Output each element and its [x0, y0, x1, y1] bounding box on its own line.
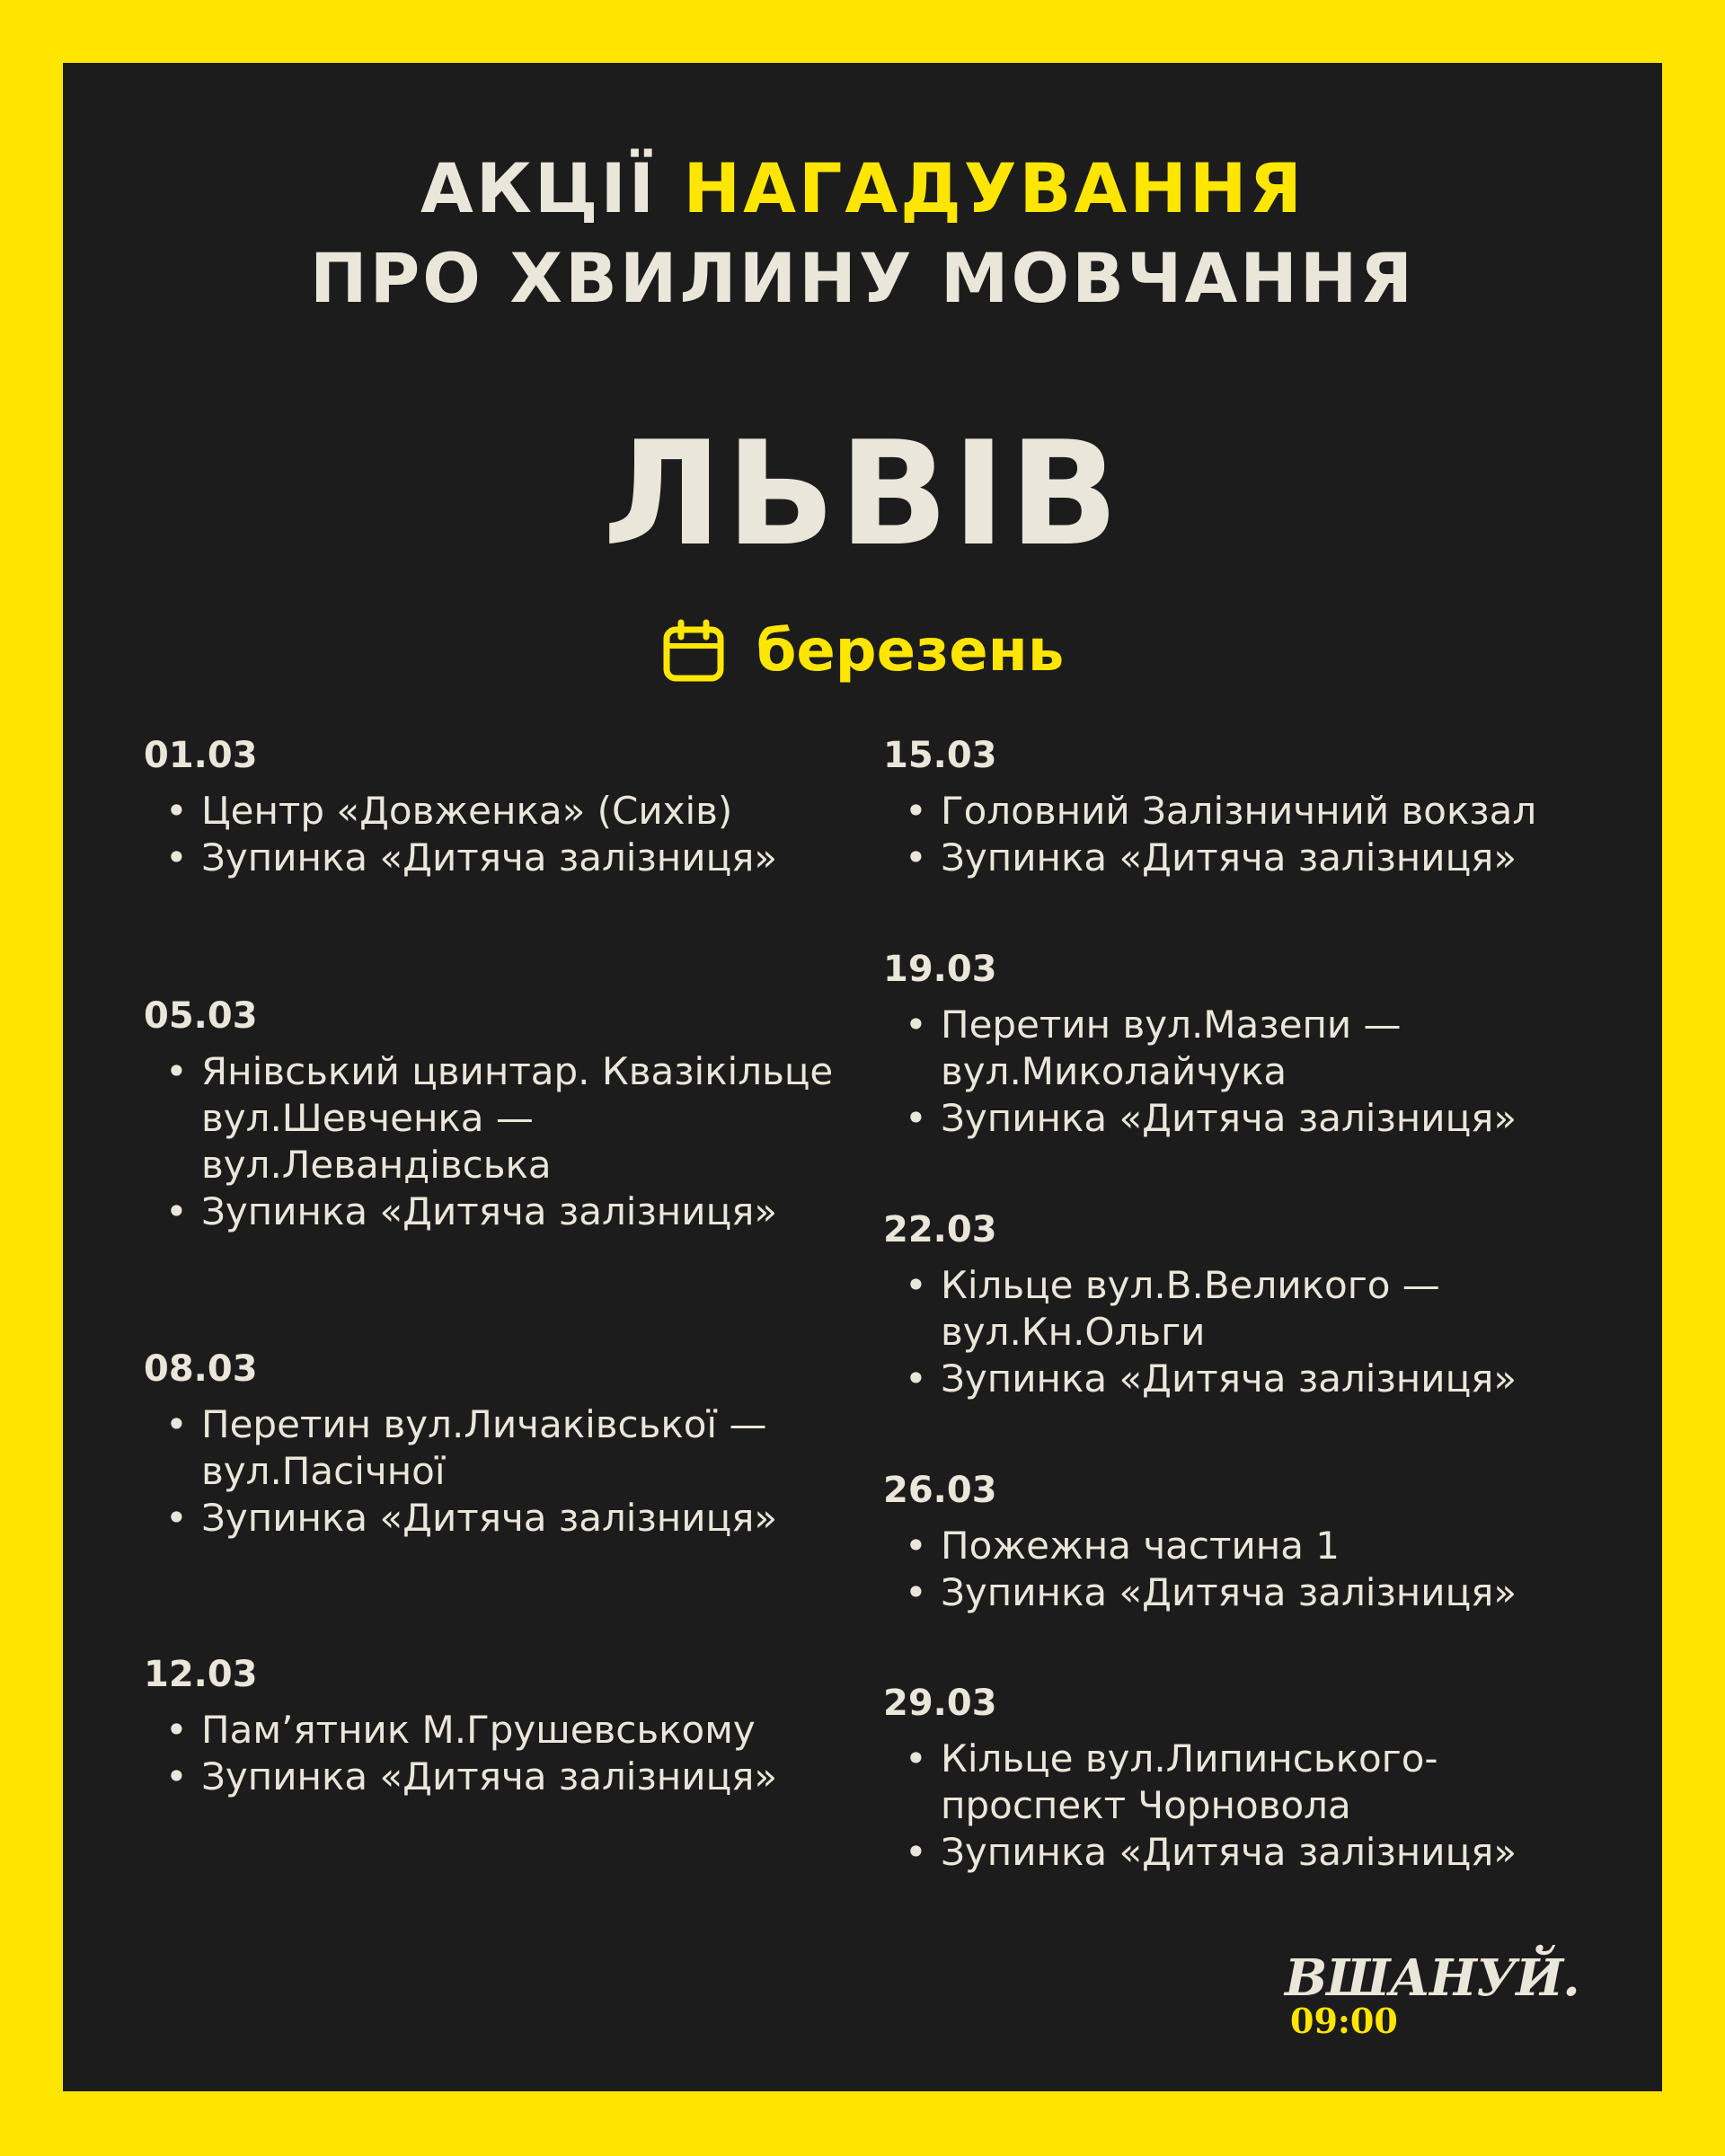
event-date: 19.03 — [883, 949, 997, 990]
event-place: • Головний Залізничний вокзал — [883, 788, 1584, 835]
city-name: ЛЬВІВ — [602, 410, 1123, 578]
vshanui-logo — [1285, 1949, 1608, 2048]
event-places — [144, 1048, 845, 1235]
event-places — [883, 1523, 1584, 1616]
event-place: • Зупинка «Дитяча залізниця» — [883, 1356, 1584, 1402]
event-place: • Кільце вул.Липинського- проспект Чорновола — [883, 1736, 1584, 1829]
title-line-2: ПРО ХВИЛИНУ МОВЧАННЯ — [309, 238, 1416, 318]
event-block — [883, 732, 1584, 881]
event-place: • Кільце вул.В.Великого — вул.Кн.Ольги — [883, 1262, 1584, 1356]
title-part-1: АКЦІЇ — [420, 148, 684, 228]
event-block — [883, 1680, 1584, 1876]
event-place: • Перетин вул.Личаківської — вул.Пасічної — [144, 1401, 845, 1495]
event-places — [883, 788, 1584, 881]
event-place: • Зупинка «Дитяча залізниця» — [144, 835, 845, 881]
event-place: • Зупинка «Дитяча залізниця» — [144, 1495, 845, 1542]
event-place: • Зупинка «Дитяча залізниця» — [883, 835, 1584, 881]
event-date: 08.03 — [144, 1348, 258, 1390]
event-date: 12.03 — [144, 1654, 258, 1695]
logo-time: 09:00 — [1290, 2001, 1398, 2041]
event-places — [144, 1401, 845, 1542]
event-places — [883, 1736, 1584, 1876]
event-place: • Зупинка «Дитяча залізниця» — [883, 1829, 1584, 1876]
event-places — [883, 1262, 1584, 1402]
month-row — [63, 602, 1662, 701]
event-block — [144, 993, 845, 1235]
event-places — [883, 1002, 1584, 1142]
event-place: • Янівський цвинтар. Квазікільце вул.Шевченка — вул.Левандівська — [144, 1048, 845, 1188]
event-date: 05.03 — [144, 995, 258, 1037]
logo-word: ВШАНУЙ. — [1285, 1948, 1579, 2008]
event-places — [144, 1707, 845, 1800]
event-place: • Зупинка «Дитяча залізниця» — [144, 1754, 845, 1800]
event-place: • Зупинка «Дитяча залізниця» — [144, 1188, 845, 1235]
event-place: • Пам’ятник М.Грушевському — [144, 1707, 845, 1754]
event-date: 26.03 — [883, 1470, 997, 1511]
event-places — [144, 788, 845, 881]
event-block — [144, 1651, 845, 1800]
event-date: 01.03 — [144, 735, 258, 776]
event-place: • Пожежна частина 1 — [883, 1523, 1584, 1569]
event-block — [883, 946, 1584, 1142]
event-block — [883, 1206, 1584, 1402]
event-date: 22.03 — [883, 1209, 997, 1250]
title-line-1 — [63, 144, 1662, 234]
event-place: • Перетин вул.Мазепи — вул.Миколайчука — [883, 1002, 1584, 1095]
event-place: • Зупинка «Дитяча залізниця» — [883, 1095, 1584, 1142]
event-block — [883, 1467, 1584, 1616]
month-label: березень — [756, 618, 1065, 685]
calendar-icon — [661, 619, 726, 684]
poster-panel — [63, 63, 1662, 2091]
event-date: 29.03 — [883, 1683, 997, 1724]
event-block — [144, 1346, 845, 1542]
event-place: • Центр «Довженка» (Сихів) — [144, 788, 845, 835]
title-accent: НАГАДУВАННЯ — [683, 148, 1305, 228]
event-block — [144, 732, 845, 881]
event-date: 15.03 — [883, 735, 997, 776]
event-place: • Зупинка «Дитяча залізниця» — [883, 1569, 1584, 1616]
